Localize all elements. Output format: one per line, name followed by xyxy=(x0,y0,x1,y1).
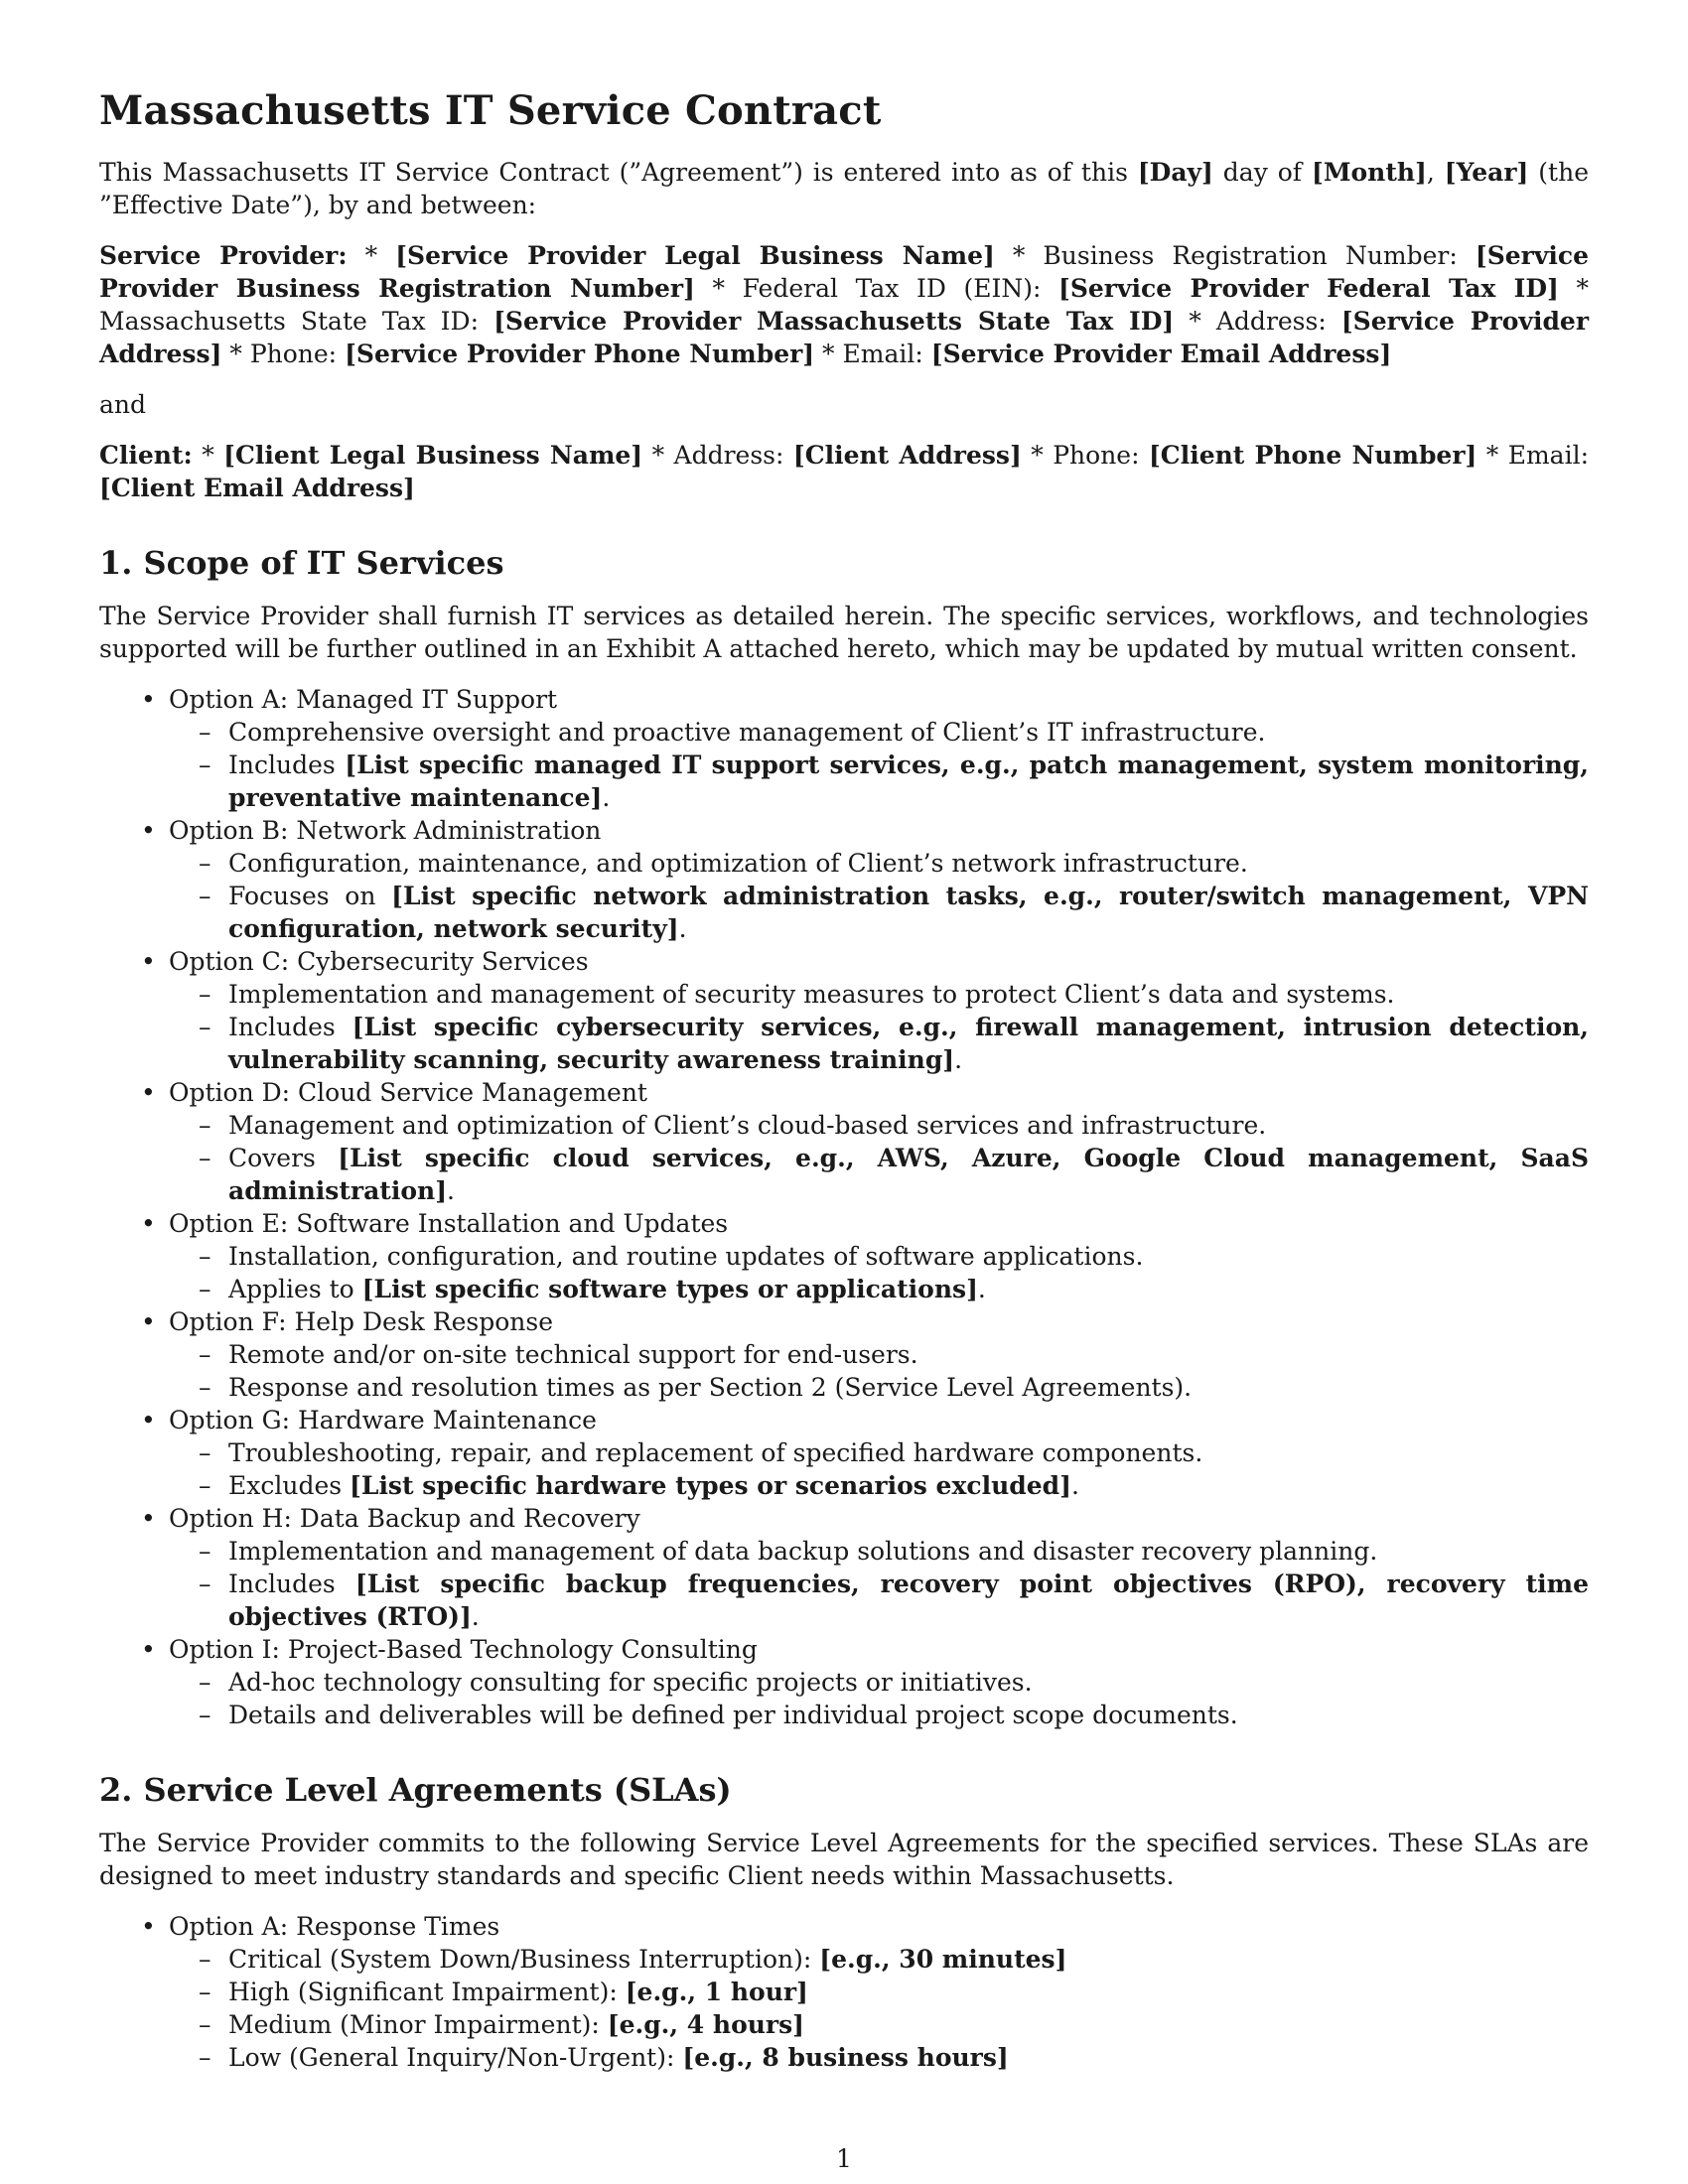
option-label: Option C: Cybersecurity Services xyxy=(169,947,589,976)
page-number: 1 xyxy=(836,2144,852,2173)
option-item xyxy=(169,1910,1589,2074)
sub-item: – Details and deliverables will be defined per individual project scope documents. xyxy=(228,1699,1589,1731)
placeholder: [e.g., 8 business hours] xyxy=(682,2043,1009,2072)
sub-item-text: Medium (Minor Impairment): xyxy=(228,2010,608,2039)
sub-item: – Remote and/or on-site technical support for end-users. xyxy=(228,1338,1589,1371)
option-item xyxy=(169,1502,1589,1633)
separator: * xyxy=(192,441,224,470)
sub-item-text: Critical (System Down/Business Interruption): xyxy=(228,1945,820,1974)
intro-text: (the ”Effective Date”), by and between: xyxy=(99,158,1589,219)
client-phone-placeholder: [Client Phone Number] xyxy=(1148,441,1477,470)
sub-item-text: Includes xyxy=(228,1570,355,1598)
sub-list xyxy=(169,1240,1589,1305)
intro-text: This Massachusetts IT Service Contract (”Agreement”) is entered into as of this xyxy=(99,158,1138,187)
sla-options-list xyxy=(99,1910,1589,2074)
sub-item xyxy=(228,1976,1589,2008)
sub-item: – Implementation and management of data backup solutions and disaster recovery planning. xyxy=(228,1535,1589,1568)
sub-item-text: . xyxy=(678,914,687,943)
day-placeholder: [Day] xyxy=(1137,158,1213,187)
provider-registration-placeholder: [Service Provider Business Registration Number] xyxy=(99,241,1589,303)
intro-text: , xyxy=(1426,158,1445,187)
sub-item-text: Includes xyxy=(228,1013,352,1041)
provider-ein-placeholder: [Service Provider Federal Tax ID] xyxy=(1058,274,1559,303)
option-item xyxy=(169,1633,1589,1731)
placeholder: [List specific hardware types or scenarios excluded] xyxy=(350,1471,1071,1500)
field-label: * Email: xyxy=(814,340,931,368)
client-paragraph xyxy=(99,439,1589,504)
option-item xyxy=(169,945,1589,1076)
sub-list xyxy=(169,1535,1589,1633)
client-label: Client: xyxy=(99,441,193,470)
sub-item-text: High (Significant Impairment): xyxy=(228,1978,626,2006)
sub-list xyxy=(169,1436,1589,1502)
option-item xyxy=(169,1305,1589,1404)
option-item xyxy=(169,683,1589,814)
placeholder: [e.g., 1 hour] xyxy=(625,1978,808,2006)
sub-item xyxy=(228,1469,1589,1502)
sub-item-text: . xyxy=(447,1176,455,1205)
contract-page xyxy=(99,87,1589,2074)
sub-list xyxy=(169,1666,1589,1731)
sub-item: – Troubleshooting, repair, and replacement of specified hardware components. xyxy=(228,1436,1589,1469)
year-placeholder: [Year] xyxy=(1444,158,1529,187)
sub-item: – Configuration, maintenance, and optimization of Client’s network infrastructure. xyxy=(228,847,1589,880)
provider-state-tax-placeholder: [Service Provider Massachusetts State Tax ID] xyxy=(493,307,1175,336)
sub-item xyxy=(228,1142,1589,1207)
document-title: Massachusetts IT Service Contract xyxy=(99,87,882,134)
sub-item-text: Focuses on xyxy=(228,882,392,910)
sub-item-text: . xyxy=(602,783,611,812)
placeholder: [e.g., 30 minutes] xyxy=(819,1945,1067,1974)
sub-item: – Response and resolution times as per Section 2 (Service Level Agreements). xyxy=(228,1371,1589,1404)
option-label: Option I: Project-Based Technology Consulting xyxy=(169,1635,758,1664)
placeholder: [List specific cybersecurity services, e.g., firewall management, intrusion detection, vulnerability scanning, security awareness training] xyxy=(228,1013,1590,1074)
option-item xyxy=(169,1404,1589,1502)
sub-list xyxy=(169,1338,1589,1404)
placeholder: [List specific network administration tasks, e.g., router/switch management, VPN configuration, network security] xyxy=(228,882,1589,943)
sub-item: – Management and optimization of Client’s cloud-based services and infrastructure. xyxy=(228,1109,1589,1142)
field-label: * Address: xyxy=(1174,307,1341,336)
month-placeholder: [Month] xyxy=(1311,158,1427,187)
field-label: * Phone: xyxy=(1021,441,1149,470)
provider-name-placeholder: [Service Provider Legal Business Name] xyxy=(395,241,995,270)
sub-list xyxy=(169,1109,1589,1207)
intro-text: day of xyxy=(1212,158,1312,187)
intro-paragraph xyxy=(99,156,1589,221)
option-label: Option G: Hardware Maintenance xyxy=(169,1406,597,1434)
separator: * xyxy=(347,241,396,270)
field-label: * Phone: xyxy=(221,340,346,368)
sub-list xyxy=(169,847,1589,945)
option-label: Option A: Response Times xyxy=(169,1912,500,1941)
sub-item: – Installation, configuration, and routine updates of software applications. xyxy=(228,1240,1589,1273)
provider-address-placeholder: [Service Provider Address] xyxy=(99,307,1590,368)
section-2-paragraph: The Service Provider commits to the following Service Level Agreements for the specified services. These SLAs are designed to meet industry standards and specific Client needs within Massachusetts. xyxy=(99,1829,1589,1890)
sub-item-text: . xyxy=(954,1045,963,1074)
sub-item xyxy=(228,1943,1589,1976)
sub-list xyxy=(169,716,1589,814)
client-email-placeholder: [Client Email Address] xyxy=(99,474,415,502)
placeholder: [List specific software types or applications] xyxy=(361,1275,978,1303)
sub-item xyxy=(228,1568,1589,1633)
placeholder: [List specific managed IT support services, e.g., patch management, system monitoring, preventative maintenance] xyxy=(228,751,1589,812)
sub-item: – Comprehensive oversight and proactive management of Client’s IT infrastructure. xyxy=(228,716,1589,749)
sub-item-text: . xyxy=(977,1275,986,1303)
section-1-paragraph: The Service Provider shall furnish IT services as detailed herein. The specific services, workflows, and technologies supported will be further outlined in an Exhibit A attached hereto, which may be updated by mutual written consent. xyxy=(99,602,1589,663)
and-text: and xyxy=(99,390,147,419)
provider-phone-placeholder: [Service Provider Phone Number] xyxy=(345,340,815,368)
sub-item xyxy=(228,2008,1589,2041)
section-1-heading: 1. Scope of IT Services xyxy=(99,544,504,582)
field-label: * Massachusetts State Tax ID: xyxy=(99,274,1589,336)
field-label: * Business Registration Number: xyxy=(994,241,1476,270)
service-provider-label: Service Provider: xyxy=(99,241,348,270)
sub-list xyxy=(169,1943,1589,2074)
option-label: Option D: Cloud Service Management xyxy=(169,1078,647,1107)
scope-options-list xyxy=(99,683,1589,1731)
option-label: Option A: Managed IT Support xyxy=(169,685,558,714)
option-label: Option F: Help Desk Response xyxy=(169,1307,553,1336)
sub-item xyxy=(228,749,1589,814)
field-label: * Address: xyxy=(642,441,793,470)
option-label: Option H: Data Backup and Recovery xyxy=(169,1504,640,1533)
sub-item xyxy=(228,880,1589,945)
sub-item xyxy=(228,2041,1589,2074)
placeholder: [e.g., 4 hours] xyxy=(607,2010,804,2039)
sub-item-text: Low (General Inquiry/Non-Urgent): xyxy=(228,2043,683,2072)
sub-item-text: Excludes xyxy=(228,1471,351,1500)
client-address-placeholder: [Client Address] xyxy=(792,441,1022,470)
placeholder: [List specific backup frequencies, recovery point objectives (RPO), recovery time objectives (RTO)] xyxy=(228,1570,1590,1631)
sub-item-text: . xyxy=(471,1602,480,1631)
sub-list xyxy=(169,978,1589,1076)
option-item xyxy=(169,814,1589,945)
sub-item: – Ad-hoc technology consulting for specific projects or initiatives. xyxy=(228,1666,1589,1699)
sub-item xyxy=(228,1011,1589,1076)
section-2-heading: 2. Service Level Agreements (SLAs) xyxy=(99,1771,732,1809)
option-item xyxy=(169,1076,1589,1207)
sub-item: – Implementation and management of security measures to protect Client’s data and systems. xyxy=(228,978,1589,1011)
sub-item-text: Covers xyxy=(228,1144,339,1172)
sub-item-text: Includes xyxy=(228,751,346,779)
field-label: * Email: xyxy=(1477,441,1589,470)
client-name-placeholder: [Client Legal Business Name] xyxy=(223,441,643,470)
service-provider-paragraph xyxy=(99,239,1589,370)
sub-item-text: . xyxy=(1070,1471,1079,1500)
field-label: * Federal Tax ID (EIN): xyxy=(694,274,1059,303)
placeholder: [List specific cloud services, e.g., AWS, Azure, Google Cloud management, SaaS administration] xyxy=(228,1144,1589,1205)
option-label: Option E: Software Installation and Updates xyxy=(169,1209,729,1238)
option-item xyxy=(169,1207,1589,1305)
provider-email-placeholder: [Service Provider Email Address] xyxy=(930,340,1392,368)
sub-item xyxy=(228,1273,1589,1305)
sub-item-text: Applies to xyxy=(228,1275,362,1303)
option-label: Option B: Network Administration xyxy=(169,816,602,845)
